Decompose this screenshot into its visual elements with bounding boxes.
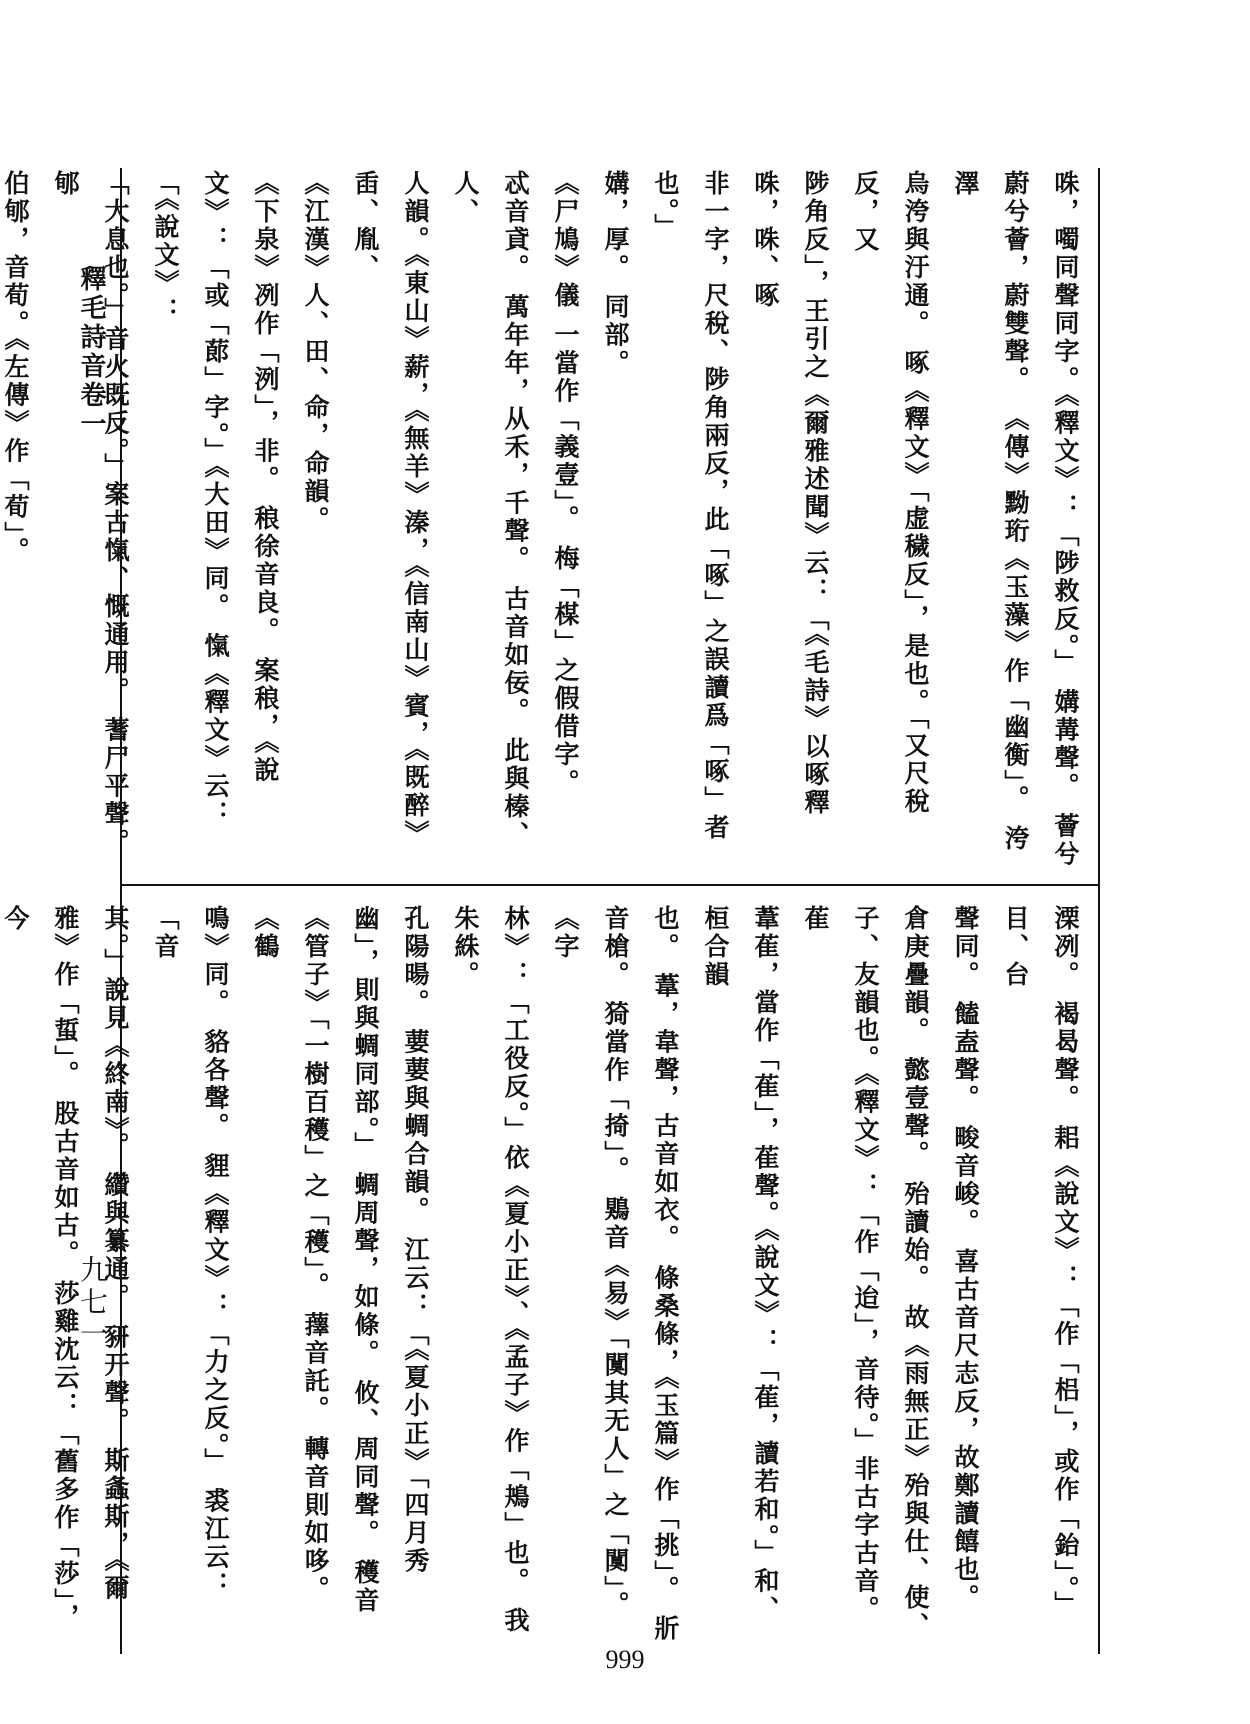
text-column: 非一字，尺稅、陟角兩反，此「啄」之誤讀爲「啄」者也。」 [651,170,730,842]
text-column: 子、友韻也。《釋文》：「作「迨」，音待。」非古字古音。 萑 [801,905,880,1624]
leaf-number: 九七一 [76,1255,109,1351]
text-column: 倉庚疊韻。 懿壹聲。 殆讀始。 故《雨無正》殆與仕、使、 [901,905,930,1641]
text-column: 聲同。 饁盍聲。 畯音峻。 喜古音尺志反，故鄭讀饎也。 [951,905,980,1613]
text-column: 媾，厚。 同部。 [601,170,630,378]
running-head: 釋毛詩音卷一 [76,265,106,439]
text-column: 孔陽暘。 葽葽與蜩合韻。 江云：「《夏小正》「四月秀 [401,905,430,1576]
text-column: 葦萑，當作「萑」，萑聲。《說文》：「萑，讀若和。」和、桓合韻 [701,905,780,1624]
text-column: 其。」說見《終南》。 纘與纂通。 豜开聲。 斯螽斯，《爾 [101,905,130,1603]
text-column: 鳴》同。 貉各聲。 貍《釋文》：「力之反。」 裘江云：「音 [151,905,230,1600]
text-column: 蔚兮薈，蔚雙聲。 《傳》黝珩《玉藻》作「幽衡」。 洿澤 [951,170,1030,853]
text-column: 音槍。 猗當作「掎」。 鶪音《易》「闃其无人」之「闃」。《字 [551,905,630,1619]
text-column: 《管子》「一樹百穫」之「穫」。 蘀音託。 轉音則如哆。《鶴 [251,905,330,1604]
text-column: 溧冽。 褐曷聲。 耜《說文》：「作「梠」，或作「鈶」。」 目、台 [1001,905,1080,1619]
text-column: 《江漢》人、田、命，命韻。 [301,170,330,534]
text-column: 烏洿與汙通。 啄《釋文》「虚穢反」，是也。「又尺稅反，又 [851,170,930,817]
text-column: 林》：「工役反。」依《夏小正》、《孟子》作「鴂」也。 我朱絑。 [451,905,530,1636]
text-column: 陟角反」，王引之《爾雅述聞》云：「《毛詩》以啄釋咮，咮、啄 [751,170,830,817]
text-column: 忒音貣。 萬年年，从禾，千聲。 古音如佞。 此與榛、人、 [451,170,530,850]
text-column: 伯郇，音荀。《左傳》作「荀」。 [1,170,30,565]
middle-divider-line [120,884,1100,886]
text-column: 雅》作「蜇」。 股古音如古。 莎雞沈云：「舊多作「莎」，今 [1,905,80,1632]
text-column: 咮，噣同聲同字。《釋文》：「陟救反。」 媾冓聲。 薈兮 [1051,170,1080,869]
text-column: 《下泉》冽作「洌」，非。 稂徐音良。 案稂，《說 [251,170,280,785]
text-column: 人韻。《東山》薪，《無羊》溱，《信南山》賓，《既醉》臿、胤、 [351,170,430,848]
text-column: 文》：「或「蓈」字。」《大田》同。 愾《釋文》云：「《說文》： [151,170,230,829]
text-column: 幽」，則與蜩同部。」 蜩周聲，如條。 攸、周同聲。 穫音 [351,905,380,1616]
page-number: 999 [605,1645,645,1674]
right-border-line [1098,168,1100,1654]
text-column: 「大息也。」音火既反。」案古愾、慨通用。 蓍尸平聲。 郇 [51,170,130,857]
text-column: 也。 葦，韋聲，古音如衣。 條桑條，《玉篇》作「挑」。 斨 [651,905,680,1644]
text-column: 《尸鳩》儀 一當作「義壹」。 梅「楳」之假借字。 [551,170,580,797]
